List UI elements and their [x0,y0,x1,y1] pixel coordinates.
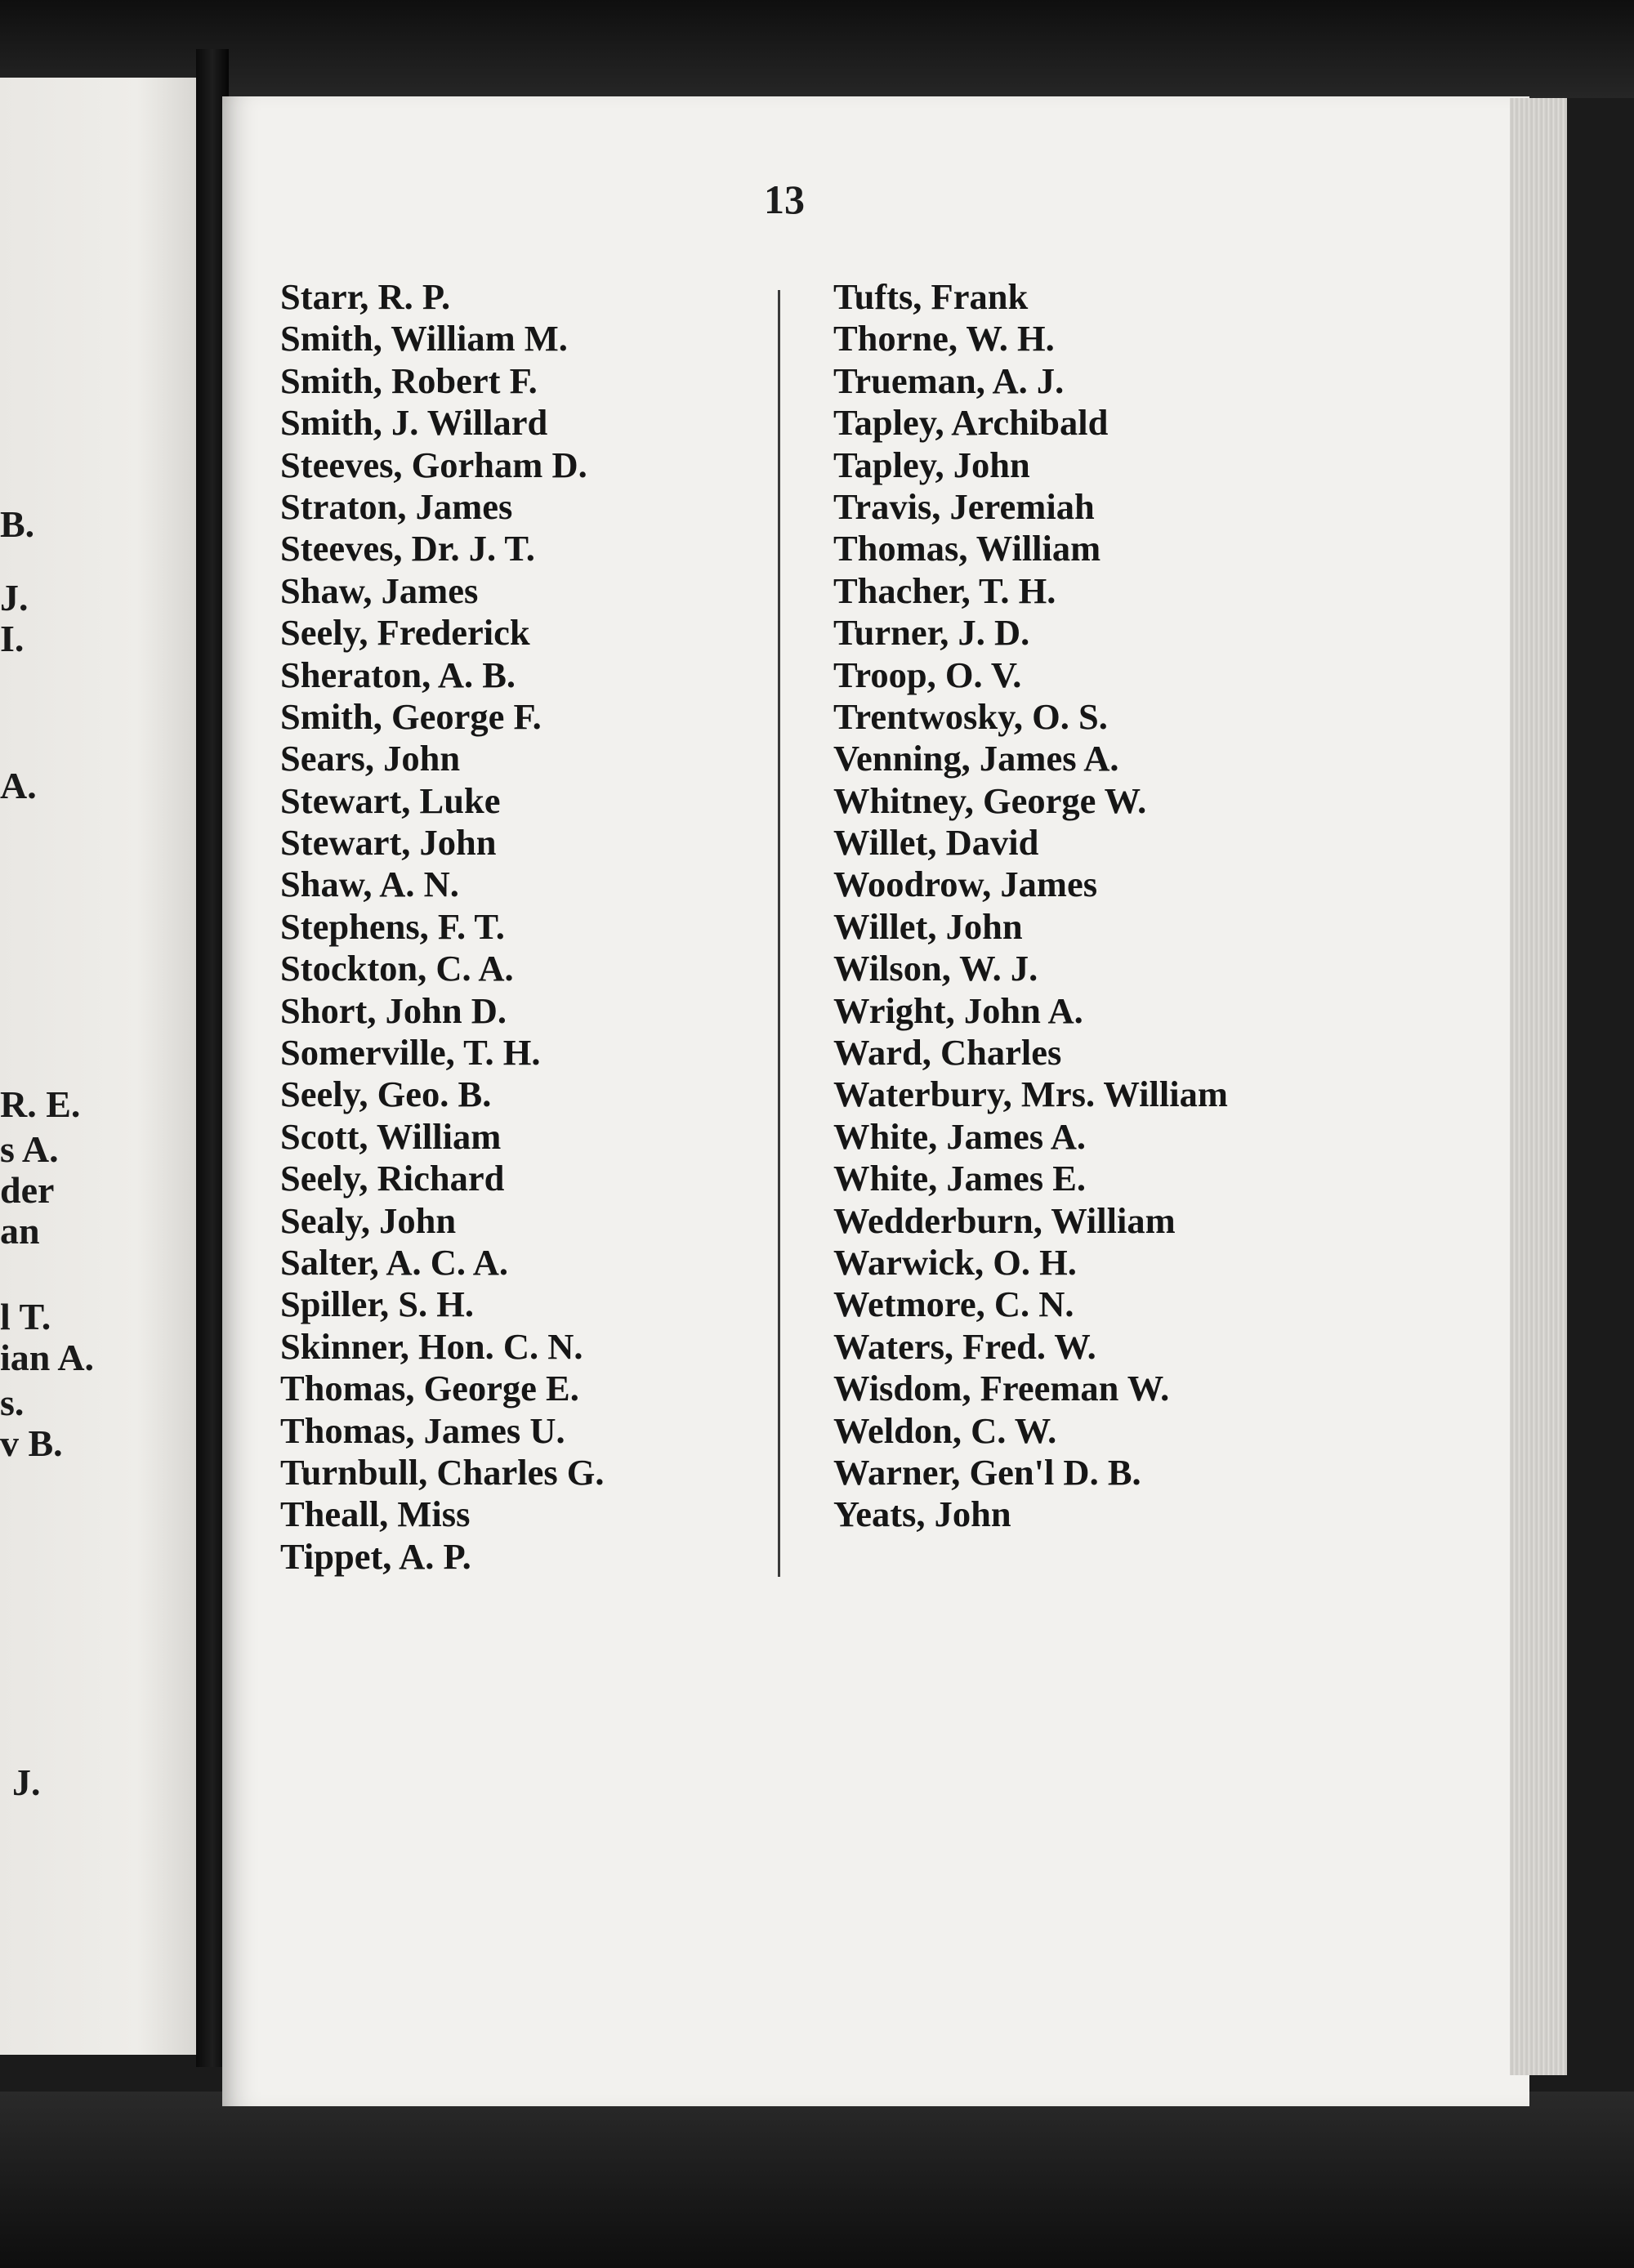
list-item: Stockton, C. A. [280,948,514,989]
list-item: White, James A. [833,1115,1087,1157]
list-item: Somerville, T. H. [280,1032,541,1074]
list-item: Steeves, Gorham D. [280,444,587,485]
list-item: Stewart, Luke [280,779,501,821]
list-item: Trueman, A. J. [833,359,1065,401]
list-item: Turner, J. D. [833,612,1030,654]
list-item: Sheraton, A. B. [280,654,516,695]
list-item: Thomas, William [833,528,1101,569]
fragment-text: B. [0,503,35,545]
previous-page-fragment [0,78,196,2055]
fragment-text: I. [0,618,25,659]
list-item: Tufts, Frank [833,276,1029,317]
list-item: Weldon, C. W. [833,1409,1057,1451]
fragment-text: ian A. [0,1337,95,1378]
list-item: White, James E. [833,1158,1087,1199]
list-item: Willet, John [833,905,1023,947]
scan-background-bottom [0,2092,1634,2268]
list-item: Trentwosky, O. S. [833,695,1108,737]
list-item: Thomas, James U. [280,1409,565,1451]
list-item: Warner, Gen'l D. B. [833,1451,1141,1493]
list-item: Straton, James [280,485,513,527]
fragment-text: J. [0,577,29,618]
list-item: Whitney, George W. [833,779,1147,821]
page-edge-stack [1510,98,1567,2075]
fragment-text: J. [12,1761,41,1803]
list-item: Wilson, W. J. [833,948,1038,989]
list-item: Seely, Geo. B. [280,1074,492,1115]
name-column-right [833,276,1228,1536]
list-item: Shaw, A. N. [280,864,459,905]
list-item: Warwick, O. H. [833,1241,1077,1283]
fragment-text: s. [0,1382,25,1423]
fragment-text: s A. [0,1128,59,1170]
list-item: Sealy, John [280,1199,457,1241]
fragment-text: l T. [0,1296,51,1337]
list-item: Woodrow, James [833,864,1098,905]
list-item: Shaw, James [280,569,479,611]
list-item: Skinner, Hon. C. N. [280,1325,583,1367]
list-item: Scott, William [280,1115,502,1157]
list-item: Tapley, John [833,444,1030,485]
list-item: Travis, Jeremiah [833,485,1095,527]
fragment-text: an [0,1210,40,1252]
list-item: Salter, A. C. A. [280,1241,508,1283]
list-item: Yeats, John [833,1493,1011,1535]
list-item: Thorne, W. H. [833,318,1055,359]
list-item: Starr, R. P. [280,276,451,317]
list-item: Seely, Frederick [280,612,530,654]
list-item: Sears, John [280,738,461,779]
list-item: Steeves, Dr. J. T. [280,528,535,569]
list-item: Spiller, S. H. [280,1284,474,1325]
list-item: Stephens, F. T. [280,905,505,947]
list-item: Theall, Miss [280,1493,471,1535]
list-item: Wright, John A. [833,989,1083,1031]
column-divider [778,290,780,1577]
list-item: Smith, J. Willard [280,402,548,444]
list-item: Thomas, George E. [280,1368,579,1409]
list-item: Troop, O. V. [833,654,1022,695]
list-item: Stewart, John [280,822,497,864]
list-item: Waterbury, Mrs. William [833,1074,1228,1115]
list-item: Short, John D. [280,989,507,1031]
name-column-left [280,276,605,1578]
list-item: Wedderburn, William [833,1199,1176,1241]
page-number: 13 [764,176,805,222]
list-item: Wetmore, C. N. [833,1284,1074,1325]
list-item: Willet, David [833,822,1039,864]
list-item: Smith, Robert F. [280,359,538,401]
list-item: Seely, Richard [280,1158,505,1199]
fragment-text: der [0,1169,55,1211]
list-item: Waters, Fred. W. [833,1325,1096,1367]
list-item: Tapley, Archibald [833,402,1109,444]
list-item: Wisdom, Freeman W. [833,1368,1170,1409]
scan-background-top [0,0,1634,98]
list-item: Smith, William M. [280,318,568,359]
fragment-text: A. [0,765,37,806]
fragment-text: R. E. [0,1083,81,1125]
fragment-text: v B. [0,1422,63,1464]
list-item: Thacher, T. H. [833,569,1056,611]
list-item: Venning, James A. [833,738,1119,779]
list-item: Tippet, A. P. [280,1535,471,1577]
list-item: Smith, George F. [280,695,542,737]
list-item: Ward, Charles [833,1032,1062,1074]
list-item: Turnbull, Charles G. [280,1451,605,1493]
